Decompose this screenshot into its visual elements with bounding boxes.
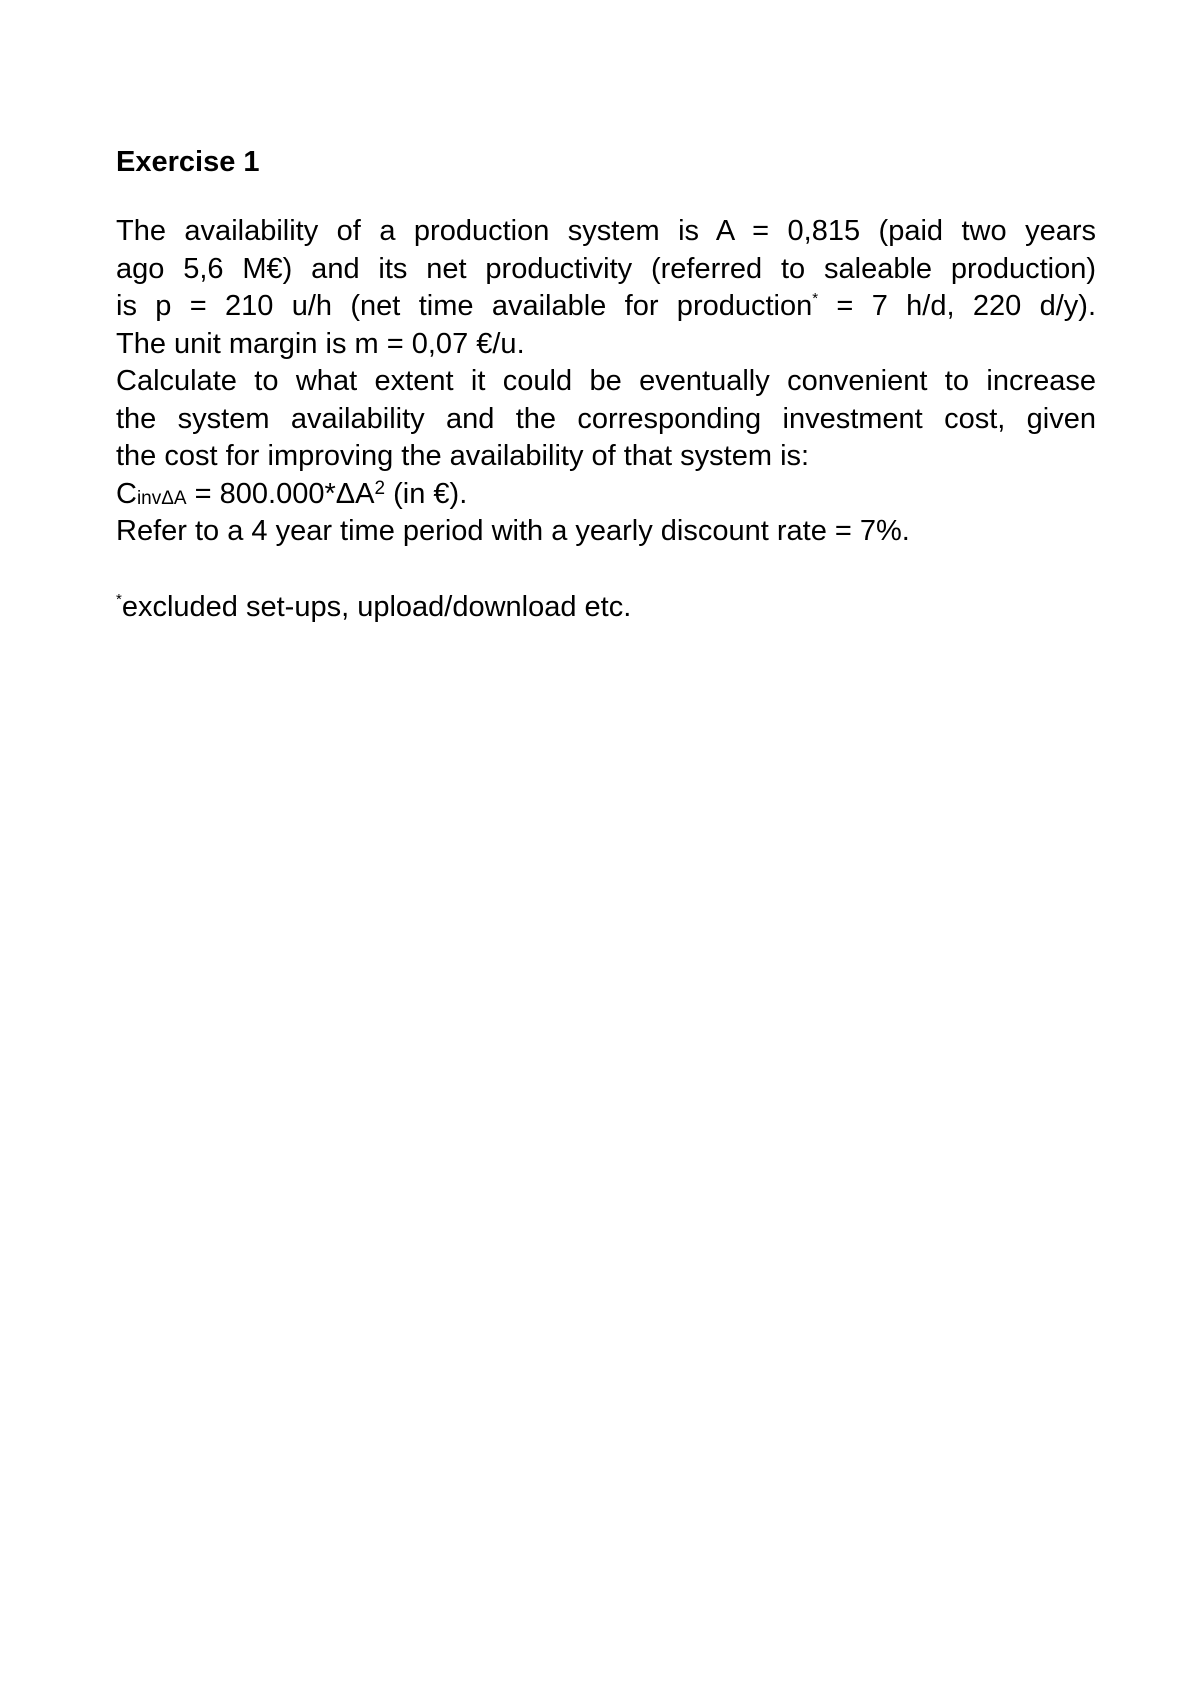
text-line-5: Calculate to what extent it could be eventually convenient to increase [116,365,1096,397]
formula-subscript: invΔA [136,487,187,509]
formula-end: (in €). [385,477,468,510]
formula-symbol: C [116,477,137,510]
text-line-6: the system availability and the corresponding investment cost, given [116,402,1096,435]
exercise-text [116,213,1096,551]
cost-formula [116,476,1096,514]
exercise-title: Exercise 1 [116,146,260,178]
footnote [116,589,1096,627]
text-line-3 [116,288,1096,326]
formula-middle: = 800.000*ΔA [186,477,375,510]
text-line-3-end: = 7 h/d, 220 d/y). [818,290,1097,322]
text-line-7: the cost for improving the availability of that system is: [116,440,810,472]
text-line-1: The availability of a production system is A = 0,815 (paid two years [116,215,1096,247]
footnote-text: excluded set-ups, upload/download etc. [121,590,632,623]
text-line-9: Refer to a 4 year time period with a yearly discount rate = 7%. [116,515,910,547]
text-line-4: The unit margin is m = 0,07 €/u. [116,327,525,360]
exercise-content [116,143,1096,626]
text-line-2: ago 5,6 M€) and its net productivity (referred to saleable production) [116,252,1096,285]
text-line-3-start: is p = 210 u/h (net time available for production [116,290,813,322]
formula-exponent: 2 [374,477,386,499]
footnote-reference: * [812,290,819,307]
footnote-mark: * [116,590,122,608]
